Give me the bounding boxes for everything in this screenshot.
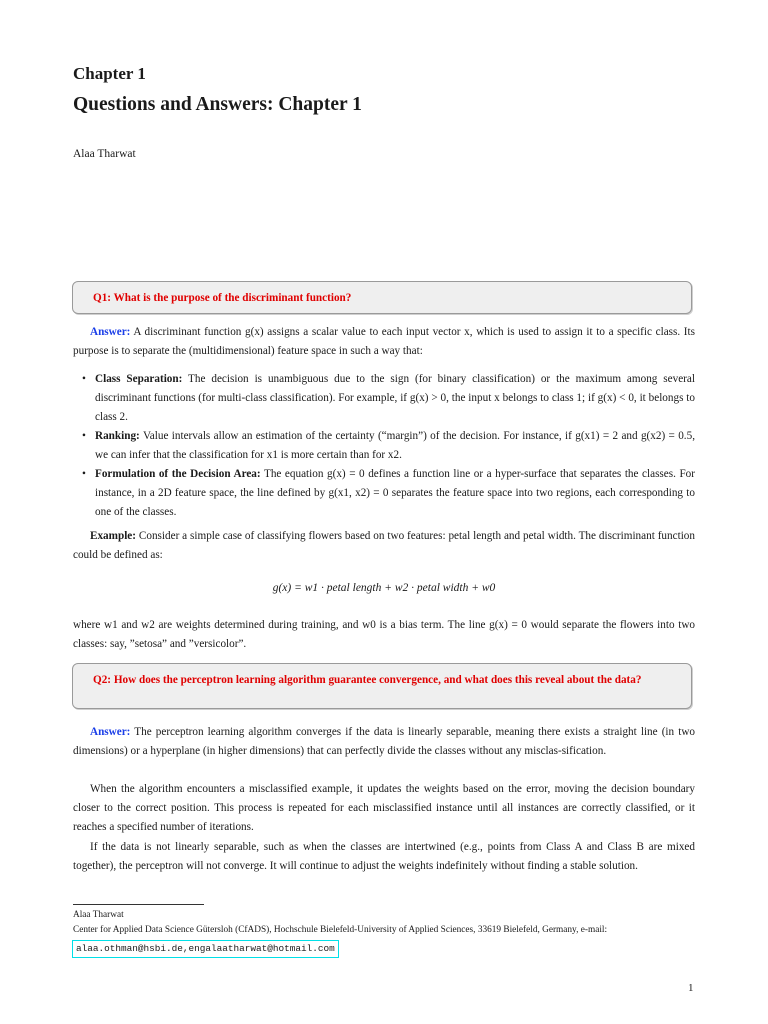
question-box-q2 (72, 663, 692, 709)
bullet-text: The decision is unambiguous due to the sign (for binary classification) or the maximum among several discriminant functions (for multi-class classification). For example, if g(x) > 0, the input x belongs to class 1; if g(x) < 0, it belongs to class 2. (95, 373, 695, 423)
equation-text: g(x) = w1 · petal length + w2 · petal width + w0 (272, 582, 496, 594)
answer-text-q1: A discriminant function g(x) assigns a scalar value to each input vector x, which is used to assign it to a specific class. Its purpose is to separate the (multidimensional) feature space in such a way that: (73, 326, 695, 357)
answer-q2-paragraph-2: When the algorithm encounters a misclassified example, it updates the weights based on the error, moving the decision boundary closer to the correct position. This process is repeated for each misclassified instance until all instances are correctly classified, or it reaches a specified number of iterations. (73, 783, 695, 833)
footnote-rule (73, 904, 204, 905)
bullet-item-class-separation (73, 370, 695, 427)
author-name: Alaa Tharwat (73, 148, 136, 160)
chapter-label: Chapter 1 (73, 64, 146, 83)
question-q1: Q1: What is the purpose of the discriminant function? (93, 292, 352, 304)
discriminant-equation (0, 582, 768, 594)
equation-explanation: where w1 and w2 are weights determined during training, and w0 is a bias term. The line g(x) = 0 would separate the flowers into two classes: say, ”setosa” and ”versicolor”. (73, 619, 695, 650)
page-number: 1 (688, 982, 694, 994)
bullet-item-decision-area (73, 465, 695, 522)
footnote-author: Alaa Tharwat (73, 910, 124, 920)
answer-q2-paragraph-3: If the data is not linearly separable, such as when the classes are intertwined (e.g., points from Class A and Class B are mixed together), the perceptron will not converge. It will continue to adjust the weights indefinitely without finding a stable solution. (73, 841, 695, 872)
chapter-title: Questions and Answers: Chapter 1 (73, 94, 362, 115)
bullet-title: Class Separation: (95, 373, 183, 385)
answer-label-q2: Answer: (90, 726, 131, 738)
bullet-list (73, 370, 695, 522)
bullet-item-ranking (73, 427, 695, 465)
bullet-text: Value intervals allow an estimation of the certainty (“margin”) of the decision. For instance, if g(x1) = 2 and g(x2) = 0.5, we can infer that the classification for x1 is more certain than for x2. (95, 430, 695, 461)
example-paragraph (73, 527, 695, 565)
question-q2: Q2: How does the perceptron learning algorithm guarantee convergence, and what does this reveal about the data? (93, 674, 642, 686)
bullet-title: Formulation of the Decision Area: (95, 468, 261, 480)
answer-label-q1: Answer: (90, 326, 131, 338)
answer-q1 (73, 323, 695, 361)
answer-q2 (73, 723, 695, 761)
footnote-email-link[interactable]: alaa.othman@hsbi.de,engalaatharwat@hotmail.com (72, 940, 339, 958)
question-box-q1 (72, 281, 692, 314)
example-label: Example: (90, 530, 136, 542)
bullet-title: Ranking: (95, 430, 140, 442)
bullet-text: The equation g(x) = 0 defines a function line or a hyper-surface that separates the classes. For instance, in a 2D feature space, the line defined by g(x1, x2) = 0 separates the feature space into two regions, each corresponding to one of the classes. (95, 468, 695, 518)
footnote-affiliation: Center for Applied Data Science Gütersloh (CfADS), Hochschule Bielefeld-University of Applied Sciences, 33619 Bielefeld, Germany, e-mail: (73, 925, 608, 935)
answer-text-q2: The perceptron learning algorithm converges if the data is linearly separable, meaning there exists a straight line (in two dimensions) or a hyperplane (in higher dimensions) that can perfectly divide the classes without any misclas-sification. (73, 726, 695, 757)
example-text: Consider a simple case of classifying flowers based on two features: petal length and petal width. The discriminant function could be defined as: (73, 530, 695, 561)
